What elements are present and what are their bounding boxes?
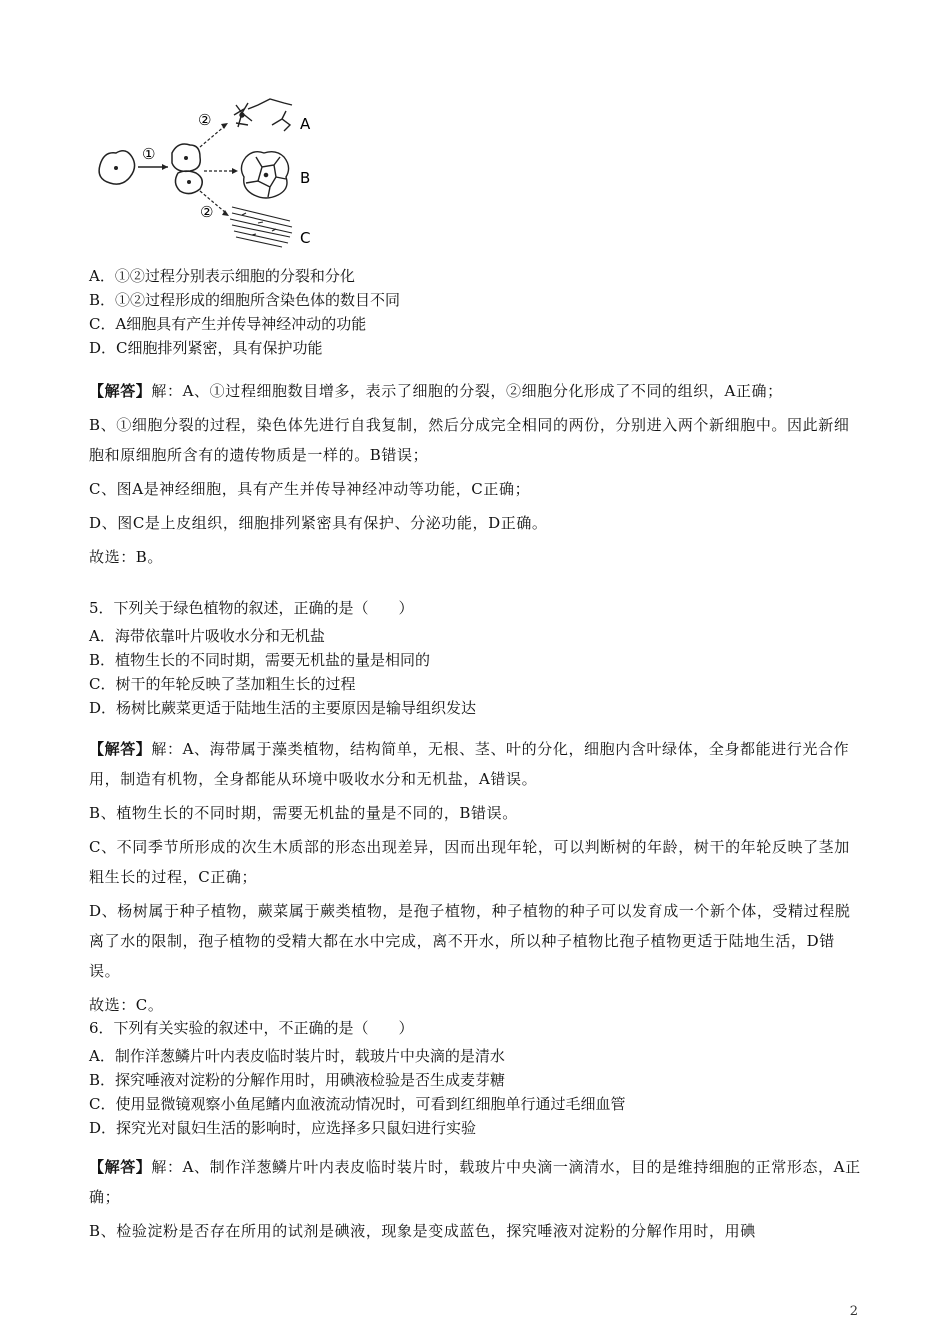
q6-answer-line: B、检验淀粉是否存在所用的试剂是碘液，现象是变成蓝色，探究唾液对淀粉的分解作用时，用碘	[89, 1222, 756, 1240]
q6-stem: 6．下列有关实验的叙述中，不正确的是（ ）	[89, 1019, 414, 1037]
q4-answer-line: 故选：B。	[89, 548, 164, 566]
q6-option-d: D．探究光对鼠妇生活的影响时，应选择多只鼠妇进行实验	[89, 1119, 477, 1137]
fiber-tissue-drawing	[230, 207, 292, 247]
q6-answer	[89, 1152, 864, 1246]
neuron-drawing	[234, 99, 292, 131]
q6-option-a: A．制作洋葱鳞片叶内表皮临时装片时，载玻片中央滴的是清水	[89, 1047, 505, 1065]
q5-answer	[89, 734, 864, 1020]
q4-option-d: D．C细胞排列紧密，具有保护功能	[89, 339, 323, 357]
q5-answer-line: D、杨树属于种子植物，蕨菜属于蕨类植物，是孢子植物，种子植物的种子可以发育成一个新个体，受精过程脱离了水的限制，孢子植物的受精大都在水中完成，离不开水，所以种子植物比孢子植物更适于陆地生活，D错误。	[89, 902, 851, 980]
q4-answer-line: B、①细胞分裂的过程，染色体先进行自我复制，然后分成完全相同的两份，分别进入两个新细胞中。因此新细胞和原细胞所含有的遗传物质是一样的。B错误；	[89, 416, 850, 464]
q5-answer-line: C、不同季节所形成的次生木质部的形态出现差异，因而出现年轮，可以判断树的年龄，树干的年轮反映了茎加粗生长的过程，C正确；	[89, 838, 850, 886]
q6-options	[89, 1044, 625, 1140]
q5-options	[89, 624, 476, 720]
step2-bottom-label: ②	[200, 203, 214, 221]
cell-diagram	[86, 95, 326, 255]
q4-options	[89, 264, 400, 360]
cell-cluster-drawing	[241, 152, 288, 198]
step2-top-label: ②	[198, 111, 212, 129]
q5-stem: 5．下列关于绿色植物的叙述，正确的是（ ）	[89, 599, 414, 617]
q5-answer-line: 故选：C。	[89, 996, 164, 1014]
q4-answer-line: D、图C是上皮组织，细胞排列紧密具有保护、分泌功能，D正确。	[89, 514, 548, 532]
q4-option-c: C．A细胞具有产生并传导神经冲动的功能	[89, 315, 367, 333]
q6-answer-line: 解：A、制作洋葱鳞片叶内表皮临时装片时，载玻片中央滴一滴清水，目的是维持细胞的正常形态，A正确；	[89, 1158, 861, 1206]
answer-tag: 【解答】	[89, 740, 152, 758]
q5-answer-line: B、植物生长的不同时期，需要无机盐的量是不同的，B错误。	[89, 804, 518, 822]
cell-differentiation-figure	[86, 95, 326, 255]
q4-option-a: A．①②过程分别表示细胞的分裂和分化	[89, 267, 355, 285]
q4-answer	[89, 376, 864, 572]
q5-option-c: C．树干的年轮反映了茎加粗生长的过程	[89, 675, 356, 693]
step1-label: ①	[142, 145, 156, 163]
q6-option-b: B．探究唾液对淀粉的分解作用时，用碘液检验是否生成麦芽糖	[89, 1071, 506, 1089]
answer-tag: 【解答】	[89, 1158, 152, 1176]
label-a: A	[300, 115, 311, 133]
q4-answer-line: C、图A是神经细胞，具有产生并传导神经冲动等功能，C正确；	[89, 480, 531, 498]
q4-option-b: B．①②过程形成的细胞所含染色体的数目不同	[89, 291, 401, 309]
q6-option-c: C．使用显微镜观察小鱼尾鳍内血液流动情况时，可看到红细胞单行通过毛细血管	[89, 1095, 626, 1113]
page-number: 2	[849, 1304, 858, 1319]
q5-option-b: B．植物生长的不同时期，需要无机盐的量是相同的	[89, 651, 431, 669]
label-c: C	[300, 229, 311, 247]
answer-tag: 【解答】	[89, 382, 152, 400]
label-b: B	[300, 169, 311, 187]
q5-option-d: D．杨树比蕨菜更适于陆地生活的主要原因是输导组织发达	[89, 699, 477, 717]
q5-answer-line: 解：A、海带属于藻类植物，结构简单，无根、茎、叶的分化，细胞内含叶绿体，全身都能进行光合作用，制造有机物，全身都能从环境中吸收水分和无机盐，A错误。	[89, 740, 850, 788]
q4-answer-line: 解：A、①过程细胞数目增多，表示了细胞的分裂，②细胞分化形成了不同的组织，A正确；	[151, 382, 783, 400]
q5-option-a: A．海带依靠叶片吸收水分和无机盐	[89, 627, 325, 645]
